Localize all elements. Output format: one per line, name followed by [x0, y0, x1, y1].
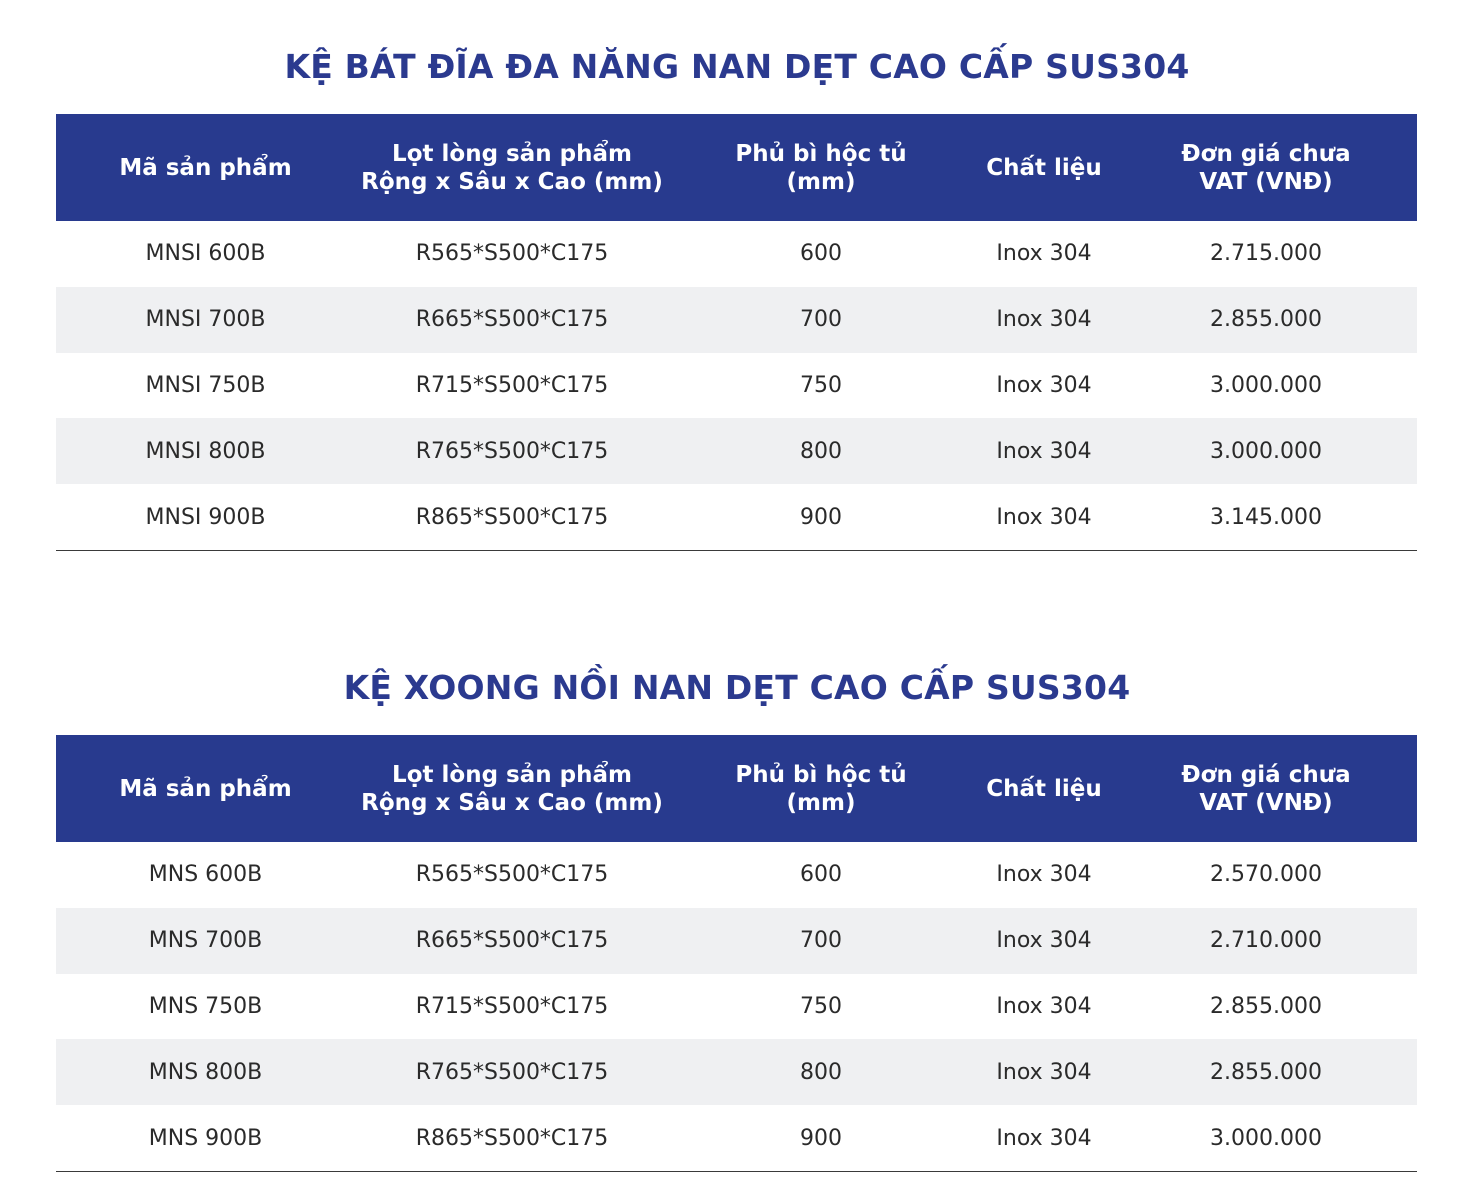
cell-cabinet-size: 600 — [669, 842, 973, 908]
cell-material: Inox 304 — [973, 974, 1115, 1040]
table-row — [56, 974, 1417, 1040]
cell-product-code: MNSI 900B — [56, 484, 355, 550]
table-row — [56, 1105, 1417, 1171]
table-row — [56, 287, 1417, 353]
header-inner-dimensions: Lọt lòng sản phẩm Rộng x Sâu x Cao (mm) — [355, 114, 669, 221]
cell-material: Inox 304 — [973, 353, 1115, 419]
header-price: Đơn giá chưa VAT (VNĐ) — [1115, 735, 1417, 842]
cell-material: Inox 304 — [973, 221, 1115, 287]
cell-inner-dimensions: R665*S500*C175 — [355, 287, 669, 353]
price-table-pot-rack — [56, 735, 1417, 1172]
cell-inner-dimensions: R665*S500*C175 — [355, 908, 669, 974]
table-row — [56, 484, 1417, 550]
cell-cabinet-size: 600 — [669, 221, 973, 287]
header-product-code: Mã sản phẩm — [56, 114, 355, 221]
cell-cabinet-size: 800 — [669, 418, 973, 484]
cell-material: Inox 304 — [973, 287, 1115, 353]
cell-inner-dimensions: R865*S500*C175 — [355, 1105, 669, 1171]
cell-inner-dimensions: R565*S500*C175 — [355, 221, 669, 287]
cell-product-code: MNS 750B — [56, 974, 355, 1040]
cell-material: Inox 304 — [973, 1039, 1115, 1105]
table-row — [56, 908, 1417, 974]
table-header — [56, 735, 1417, 842]
cell-material: Inox 304 — [973, 484, 1115, 550]
table-row — [56, 842, 1417, 908]
header-row — [56, 114, 1417, 221]
header-price: Đơn giá chưa VAT (VNĐ) — [1115, 114, 1417, 221]
cell-price: 3.000.000 — [1115, 1105, 1417, 1171]
price-table-dish-rack — [56, 114, 1417, 551]
cell-cabinet-size: 700 — [669, 287, 973, 353]
cell-cabinet-size: 900 — [669, 484, 973, 550]
cell-inner-dimensions: R765*S500*C175 — [355, 1039, 669, 1105]
cell-inner-dimensions: R565*S500*C175 — [355, 842, 669, 908]
table-row — [56, 418, 1417, 484]
cell-cabinet-size: 750 — [669, 974, 973, 1040]
cell-product-code: MNSI 800B — [56, 418, 355, 484]
table-row — [56, 1039, 1417, 1105]
cell-material: Inox 304 — [973, 908, 1115, 974]
cell-price: 2.855.000 — [1115, 1039, 1417, 1105]
cell-material: Inox 304 — [973, 1105, 1115, 1171]
cell-product-code: MNSI 750B — [56, 353, 355, 419]
cell-price: 2.855.000 — [1115, 974, 1417, 1040]
header-material: Chất liệu — [973, 735, 1115, 842]
header-cabinet-size: Phủ bì hộc tủ (mm) — [669, 735, 973, 842]
cell-product-code: MNS 800B — [56, 1039, 355, 1105]
cell-inner-dimensions: R715*S500*C175 — [355, 353, 669, 419]
table-row — [56, 353, 1417, 419]
cell-price: 2.570.000 — [1115, 842, 1417, 908]
cell-cabinet-size: 750 — [669, 353, 973, 419]
cell-product-code: MNS 700B — [56, 908, 355, 974]
table-header — [56, 114, 1417, 221]
cell-product-code: MNSI 700B — [56, 287, 355, 353]
cell-inner-dimensions: R715*S500*C175 — [355, 974, 669, 1040]
cell-product-code: MNS 900B — [56, 1105, 355, 1171]
cell-material: Inox 304 — [973, 418, 1115, 484]
header-product-code: Mã sản phẩm — [56, 735, 355, 842]
header-row — [56, 735, 1417, 842]
table-row — [56, 221, 1417, 287]
cell-inner-dimensions: R865*S500*C175 — [355, 484, 669, 550]
cell-price: 2.855.000 — [1115, 287, 1417, 353]
section-title-dish-rack: KỆ BÁT ĐĨA ĐA NĂNG NAN DẸT CAO CẤP SUS304 — [284, 47, 1190, 86]
cell-price: 3.145.000 — [1115, 484, 1417, 550]
header-cabinet-size: Phủ bì hộc tủ (mm) — [669, 114, 973, 221]
cell-product-code: MNSI 600B — [56, 221, 355, 287]
cell-inner-dimensions: R765*S500*C175 — [355, 418, 669, 484]
cell-price: 2.715.000 — [1115, 221, 1417, 287]
cell-cabinet-size: 900 — [669, 1105, 973, 1171]
section-title-pot-rack: KỆ XOONG NỒI NAN DẸT CAO CẤP SUS304 — [343, 668, 1131, 707]
cell-cabinet-size: 800 — [669, 1039, 973, 1105]
cell-material: Inox 304 — [973, 842, 1115, 908]
header-inner-dimensions: Lọt lòng sản phẩm Rộng x Sâu x Cao (mm) — [355, 735, 669, 842]
cell-price: 3.000.000 — [1115, 353, 1417, 419]
cell-price: 3.000.000 — [1115, 418, 1417, 484]
cell-price: 2.710.000 — [1115, 908, 1417, 974]
cell-cabinet-size: 700 — [669, 908, 973, 974]
header-material: Chất liệu — [973, 114, 1115, 221]
cell-product-code: MNS 600B — [56, 842, 355, 908]
